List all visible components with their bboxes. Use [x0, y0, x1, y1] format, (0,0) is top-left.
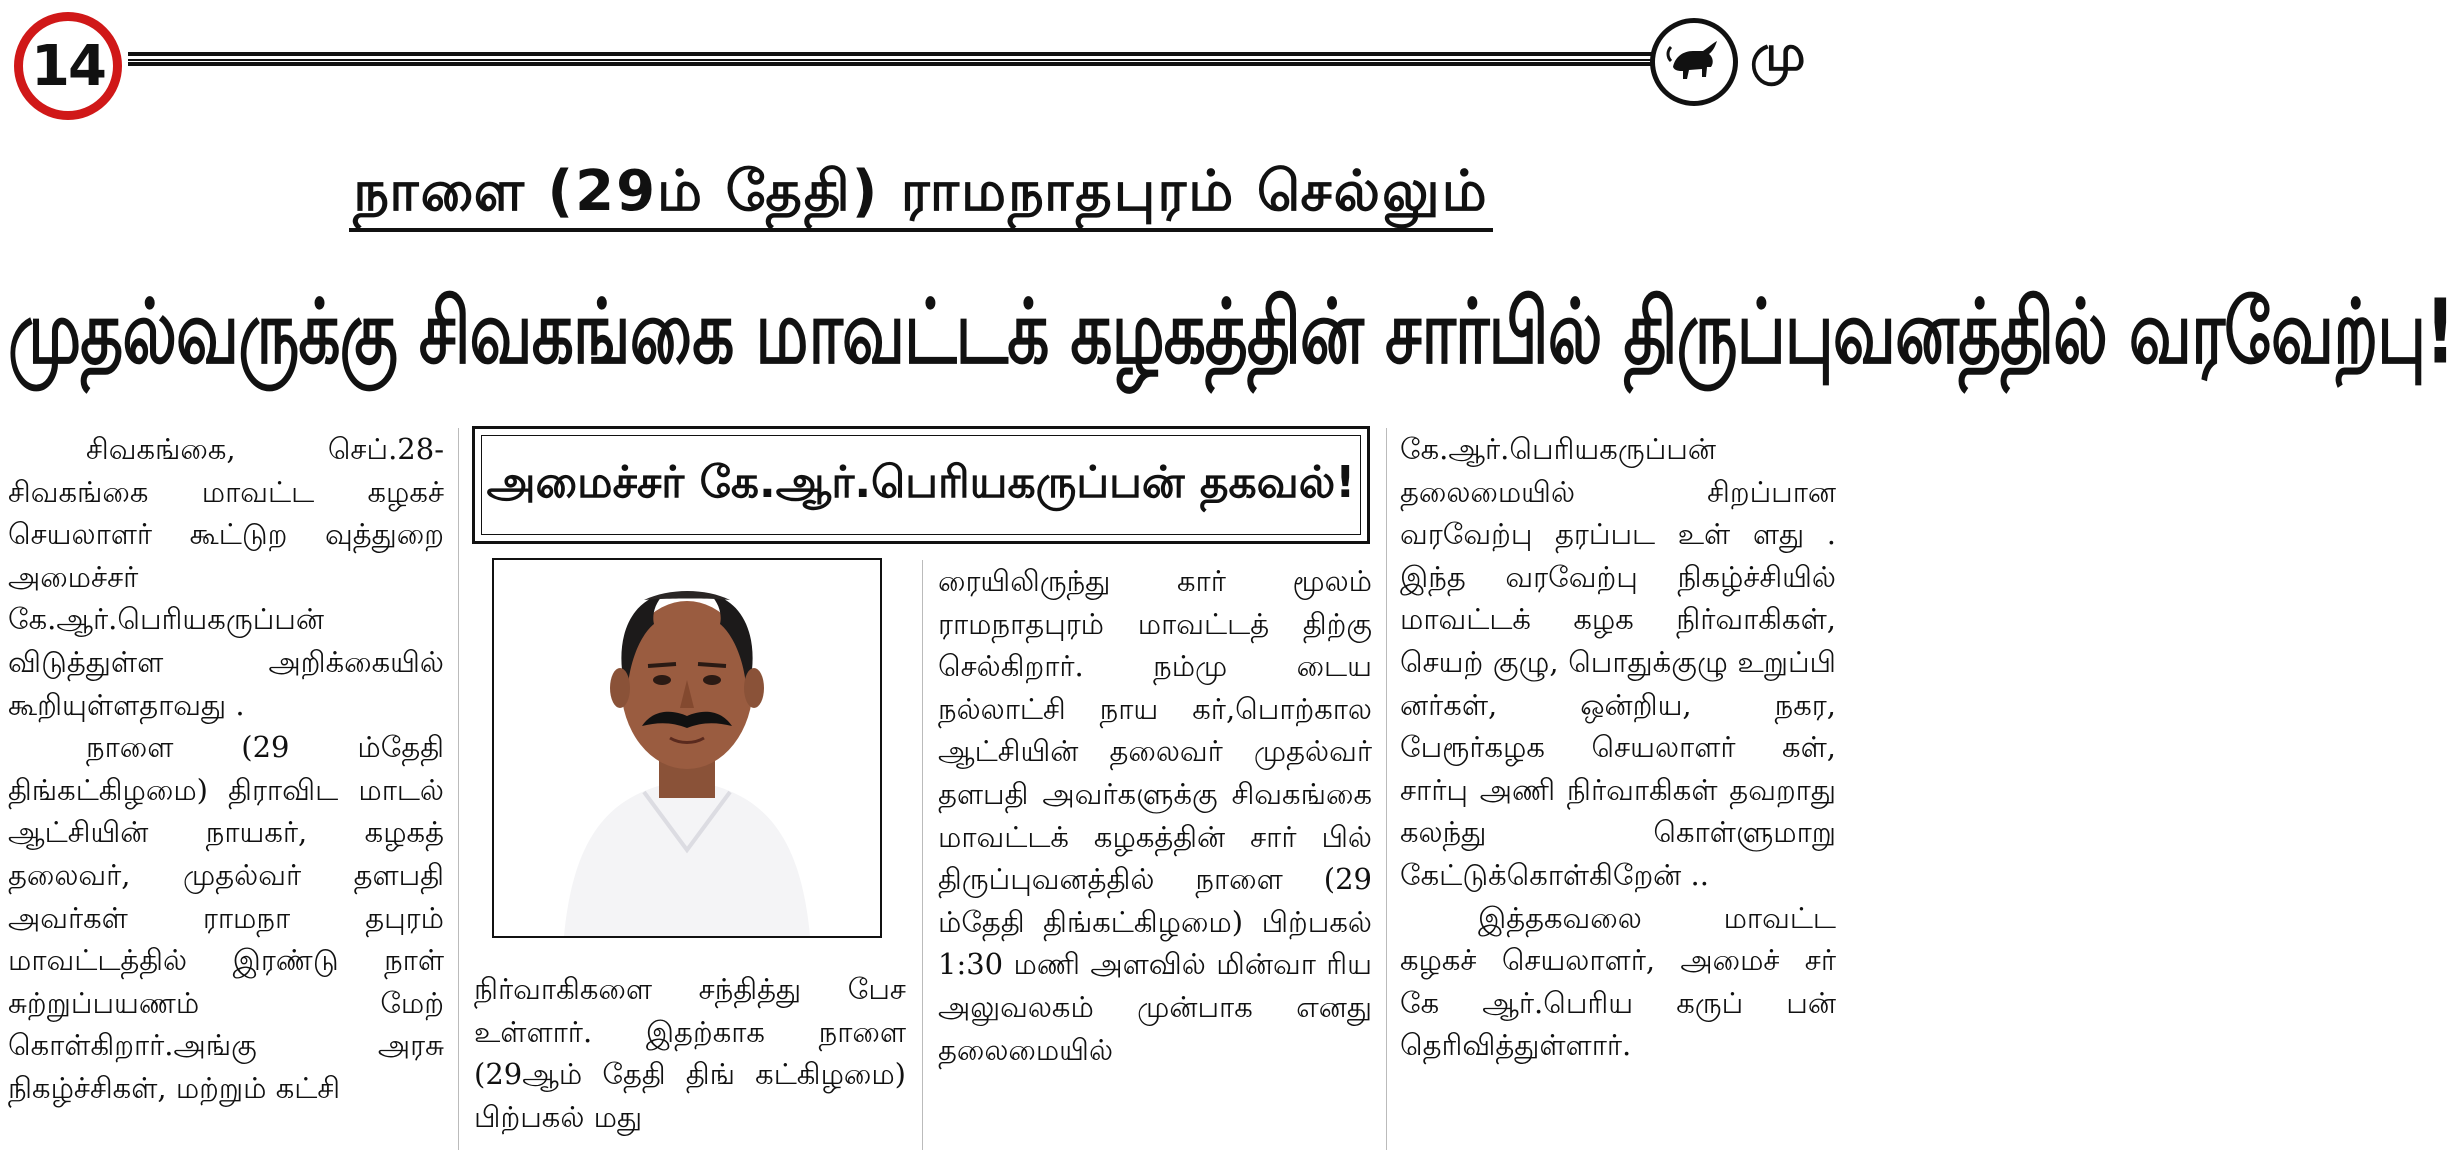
bull-logo-icon [1650, 18, 1738, 106]
paragraph: சிவகங்கை, செப்.28- சிவகங்கை மாவட்ட கழகச் செயலாளர் கூட்டுற வுத்துறை அமைச்சர் கே.ஆர்.பெரியகருப்பன் விடுத்துள்ள அறிக்கையில் கூறியுள்ளதாவது . [8, 432, 444, 722]
column-divider [1386, 428, 1387, 1150]
article-column-1 [8, 428, 444, 1110]
portrait-graphic [494, 560, 880, 936]
article-column-2 [474, 968, 906, 1138]
kicker-headline: நாளை (29ம் தேதி) ராமநாதபுரம் செல்லும் [349, 158, 1492, 232]
bull-logo-graphic [1659, 27, 1729, 97]
column-divider [922, 560, 923, 1150]
paragraph: ரையிலிருந்து கார் மூலம் ராமநாதபுரம் மாவட்டத் திற்கு செல்கிறார். நம்மு டைய நல்லாட்சி நாய கர்,பொற்கால ஆட்சியின் தலைவர் முதல்வர் தளபதி அவர்களுக்கு சிவகங்கை மாவட்டக் கழகத்தின் சார் பில் திருப்புவனத்தில் நாளை (29 ம்தேதி திங்கட்கிழமை) பிற்பகல் 1:30 மணி அளவில் மின்வா ரிய அலுவலகம் முன்பாக எனது தலைமையில் [938, 564, 1372, 1067]
masthead-fragment: மு [1750, 24, 1806, 82]
portrait-photo [492, 558, 882, 938]
paragraph: கே.ஆர்.பெரியகருப்பன் தலைமையில் சிறப்பான வரவேற்பு தரப்பட உள் ளது . இந்த வரவேற்பு நிகழ்ச்சியில் மாவட்டக் கழக நிர்வாகிகள், செயற் குழு, பொதுக்குழு உறுப்பி னர்கள், ஒன்றிய, நகர, பேரூர்கழக செயலாளர் கள், சார்பு அணி நிர்வாகிகள் தவறாது கலந்து கொள்ளுமாறு கேட்டுக்கொள்கிறேன் .. [1400, 432, 1836, 892]
article-column-4 [1400, 428, 1836, 1067]
page-number-badge [14, 12, 122, 120]
header-rule [128, 52, 1664, 66]
article-column-3 [938, 560, 1372, 1071]
paragraph: நாளை (29 ம்தேதி திங்கட்கிழமை) திராவிட மாடல் ஆட்சியின் நாயகர், கழகத் தலைவர், முதல்வர் தளபதி அவர்கள் ராமநா தபுரம் மாவட்டத்தில் இரண்டு நாள் சுற்றுப்பயணம் மேற் கொள்கிறார்.அங்கு அரசு நிகழ்ச்சிகள், மற்றும் கட்சி [8, 730, 444, 1105]
paragraph: இத்தகவலை மாவட்ட கழகச் செயலாளர், அமைச் சர் கே ஆர்.பெரிய கருப் பன் தெரிவித்துள்ளார். [1400, 900, 1836, 1063]
page-number: 14 [31, 33, 105, 99]
column-divider [458, 428, 459, 1150]
paragraph: நிர்வாகிகளை சந்தித்து பேச உள்ளார். இதற்காக நாளை (29ஆம் தேதி திங் கட்கிழமை) பிற்பகல் மது [474, 972, 906, 1134]
subheadline: அமைச்சர் கே.ஆர்.பெரியகருப்பன் தகவல்! [486, 456, 1356, 508]
main-headline: முதல்வருக்கு சிவகங்கை மாவட்டக் கழகத்தின் சார்பில் திருப்புவனத்தில் வரவேற்பு! [8, 280, 2454, 385]
subheadline-box [472, 426, 1370, 544]
kicker-headline-wrap [0, 158, 1842, 232]
